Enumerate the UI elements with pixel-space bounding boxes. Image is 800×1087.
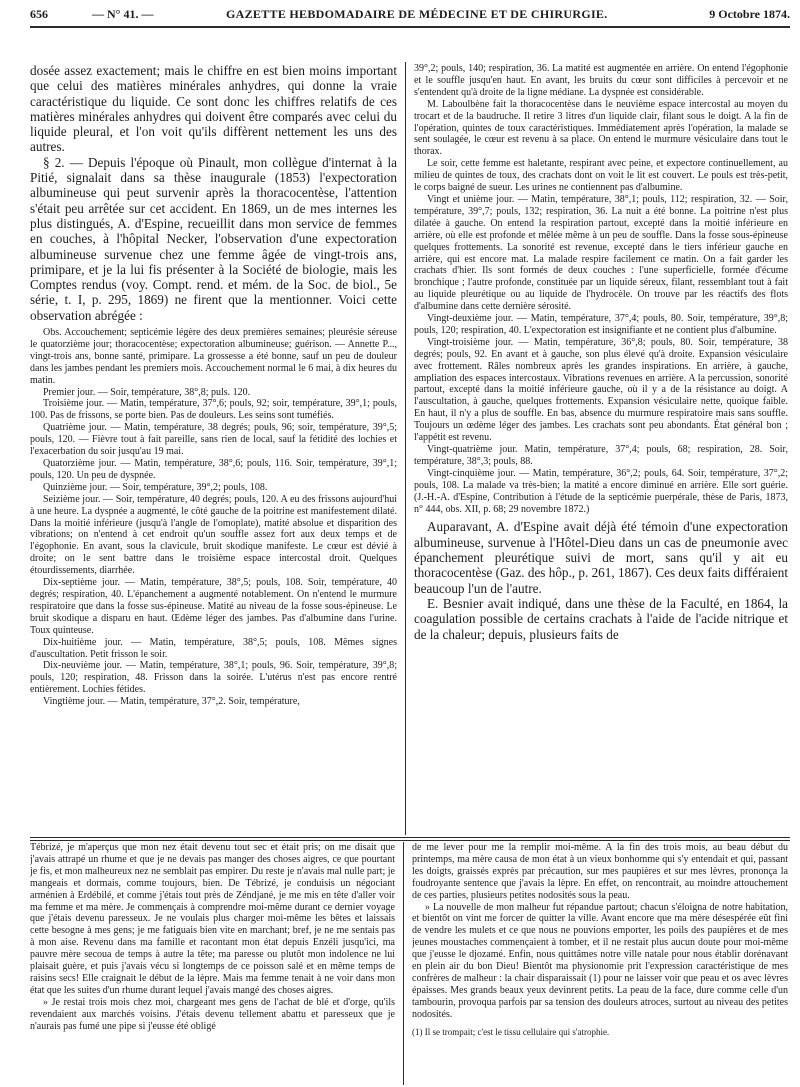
upper-column-divider (405, 62, 406, 835)
paragraph: Auparavant, A. d'Espine avait déjà été témoin d'une expectoration albumineuse, survenue à l'Hôtel-Dieu dans un cas de pneumonie avec épanchement pleurétique suivi de mort, sans qu'il y ait eu thoracocentèse (Gaz. des hôp., p. 261, 1867). Ces deux faits différaient beaucoup l'un de l'autre. (414, 519, 788, 596)
case-day-entry: Dix-neuvième jour. — Matin, température, 38°,1; pouls, 96. Soir, température, 39°,8; pouls, 120; respiration, 48. Frisson dans la soirée. L'utérus n'est pas encore rentré entièrement. Lochies fétides. (30, 660, 397, 696)
issue-date: 9 Octobre 1874. (709, 7, 790, 21)
case-day-entry: Vingtième jour. — Matin, température, 37°,2. Soir, température, (43, 696, 300, 708)
journal-title: GAZETTE HEBDOMADAIRE DE MÉDECINE ET DE CHIRURGIE. (226, 7, 608, 21)
upper-right-column (414, 63, 788, 835)
observation-heading: Obs. Accouchement; septicémie légère des deux premières semaines; pleurésie séreuse le quatorzième jour; thoracocentèse; expectoration albumineuse; guérison. — Annette P..., vingt-trois ans, bonne santé, primipare. La grossesse a été bonne, sauf un peu de douleur dans les jambes pendant les premiers mois. Accouchement normal le 6 mai, à dix heures du matin. (30, 327, 397, 386)
case-day-entry: Vingt-deuxième jour. — Matin, température, 37°,4; pouls, 80. Soir, température, 39°,8; pouls, 120; respiration, 40. L'expectoration est insignifiante et ne contient plus d'albumine. (414, 313, 788, 336)
page-header (30, 4, 790, 24)
case-day-entry: Vingt et unième jour. — Matin, température, 38°,1; pouls, 112; respiration, 32. — Soir, température, 39°,7; pouls, 132; respiration, 36. La nuit a été bonne. La poitrine n'est plus dilatée à gauche. On entend la respiration partout, excepté dans la moitié inférieure en arrière, où elle est profonde et mêlée même à un peu de souffle. Dans la fosse sous-épineuse quelques frottements. La sonorité est revenue, excepté dans le tiers inférieur gauche en arrière, qui est encore mat. La malade respire facilement ce matin. On a fait garder les crachats d'hier. Ils sont formés de deux couches : l'une superficielle, formée d'écume bronchique ; l'autre profonde, constituée par un liquide séreux, filant, ressemblant tout à fait au liquide pleurétique ou au liquide de l'hydrocèle. On trouve par les réactifs des flots d'albumine dans cette dernière sérosité. (414, 193, 788, 313)
story-paragraph: de me lever pour me la remplir moi-même. A la fin des trois mois, au beau début du printemps, ma mère causa de mon état à un vieux bonhomme qui s'y entendait et qui, passant les doigts, graissés exprès par précaution, sur mes paupières et sur mes lèvres, prononça la foudroyante sentence que j'avais la lèpre. En effet, on rencontrait, au moindre attouchement de ces parties, plusieurs petites nodosités sous la peau. (412, 842, 788, 901)
story-paragraph: » La nouvelle de mon malheur fut répandue partout; chacun s'éloigna de notre habitation, et bientôt on vint me forcer de quitter la ville. Avant encore que ma mère désespérée eût fini de vendre les mulets et ce que nous ne pouvions emporter, les poils des paupières et de mes jeunes moustaches commençaient à tomber, et il ne restait plus aucun doute pour moi-même que j'eusse le djozamé. Enfin, nous quittâmes notre ville natale pour nous établir dorénavant en plein air du bon Dieu! Bientôt ma physionomie prit l'expression caractéristique de mes confrères de malheur : la chair disparaissait (1) pour ne laisser voir que peau et os avec lèvres épaisses. Mes grands beaux yeux devinrent petits. La peau de la face, dure comme celle d'un tambourin, provoqua parfois par sa tension des douleurs atroces, surtout au niveau des petites nodosités. (412, 901, 788, 1020)
footnote: (1) Il se trompait; c'est le tissu cellulaire qui s'atrophie. (412, 1026, 610, 1037)
case-day-entry: 39°,2; pouls, 140; respiration, 36. La matité est augmentée en arrière. On entend l'égophonie et le souffle jusqu'en haut. En avant, les bruits du cœur sont difficiles à percevoir et ne s'entendent qu'à droite de la ligne médiane. La dyspnée est considérable. (414, 63, 788, 98)
section-divider-bottom (30, 840, 790, 841)
case-day-entry: Quinzième jour. — Soir, température, 39°,2; pouls, 108. (43, 481, 268, 493)
story-paragraph: » Je restai trois mois chez moi, chargeant mes gens de l'achat de blé et d'orge, qu'ils revendaient aux marchés voisins. J'étais devenu tellement abattu et paresseux que je n'aurais pas fumé une pipe si j'eusse été obligé (30, 996, 395, 1032)
case-day-entry: Vingt-cinquième jour. — Matin, température, 36°,2; pouls, 64. Soir, température, 37°,2; pouls, 108. La malade va très-bien; la matité a encore diminué en arrière. Elle sort guérie. (J.-H.-A. d'Espine, Contribution à l'étude de la septicémie puerpérale, thèse de Paris, 1873, n° 444, obs. XII, p. 68; 29 novembre 1872.) (414, 467, 788, 515)
lower-right-column (412, 842, 788, 1085)
case-day-entry: Dix-septième jour. — Matin, température, 38°,5; pouls, 108. Soir, température, 40 degrés; respiration, 40. L'épanchement a augmenté notablement. On n'entend le murmure respiratoire que dans la fosse sus-épineuse. Matité au niveau de la fosse sous-épineuse. Le bruit skodique a disparu en haut. Œdème léger des jambes. Pas d'albumine dans l'urine. Toux quinteuse. (30, 577, 397, 636)
paragraph: dosée assez exactement; mais le chiffre en est bien moins important que celui des matières minérales anhydres, qui donne la vraie caractéristique du liquide. Ce sont donc les chiffres relatifs de ces matières minérales anhydres qui doivent être comparés avec celui du liquide pleural, et l'on voit qu'ils diffèrent nettement les uns des autres. (30, 63, 397, 155)
page-number: 656 (30, 7, 48, 21)
case-day-entry: Dix-huitième jour. — Matin, température, 38°,5; pouls, 108. Mêmes signes d'auscultation. Petit frisson le soir. (30, 636, 397, 660)
paragraph: § 2. — Depuis l'époque où Pinault, mon collègue d'internat à la Pitié, signalait dans sa thèse inaugurale (1853) l'expectoration albumineuse qui peut survenir après la thoracocentèse, l'attention s'était peu arrêtée sur cet accident. En 1869, un de mes internes les plus distingués, A. d'Espine, recueillit dans mon service de femmes en couches, à l'hôpital Necker, l'observation d'une expectoration albumineuse survenue chez une femme âgée de vingt-trois ans, primipare, et je la lui fis présenter à la Société de biologie, mais les Comptes rendus (voy. Compt. rend. et mém. de la Soc. de biol., 5e série, t. I, p. 295, 1869) ne firent que la mentionner. Voici cette observation abrégée : (30, 154, 397, 323)
case-day-entry: Premier jour. — Soir, température, 38°,8; puls. 120. (43, 386, 251, 398)
case-day-entry: Le soir, cette femme est haletante, respirant avec peine, et expectore continuellement, au milieu de quintes de toux, des crachats dont on voit le lit est couvert. Le pouls est très-petit, le corps baigné de sueur. Les urines ne contiennent pas d'albumine. (414, 158, 788, 194)
section-divider-top (30, 837, 790, 838)
case-day-entry: Quatorzième jour. — Matin, température, 38°,6; pouls, 116. Soir, température, 39°,1; pouls, 120. Un peu de dyspnée. (30, 458, 397, 481)
case-day-entry: Quatrième jour. — Matin, température, 38 degrés; pouls, 96; soir, température, 39°,5; pouls, 120. — Fièvre tout à fait pareille, sans rien de local, sauf la fétidité des lochies et l'exacerbation du soir jusqu'au 19 mai. (30, 422, 397, 458)
case-day-entry: Seizième jour. — Soir, température, 40 degrés; pouls, 120. A eu des frissons aujourd'hui à une heure. La dyspnée a augmenté, le côté gauche de la poitrine est manifestement dilaté. Dans la moitié inférieure (jusqu'à l'angle de l'omoplate), matité absolue et disparition des vibrations; on n'entend à cet endroit qu'un souffle assez fort aux deux temps et de l'égophonie. En avant, sous la clavicule, bruit skodique manifeste. Le cœur est dévié à droite; on le sent battre dans le troisième espace intercostal droit. Quelques étourdissements, diarrhée. (30, 493, 397, 577)
header-rule (30, 26, 790, 28)
issue-number: — N° 41. — (92, 7, 154, 21)
case-day-entry: Troisième jour. — Matin, température, 37°,6; pouls, 92; soir, température, 39°,1; pouls, 100. Pas de frissons, se porte bien. Pas de douleurs. Les seins sont tuméfiés. (30, 398, 397, 422)
lower-left-column (30, 842, 395, 1085)
story-paragraph: Tébrizé, je m'aperçus que mon nez était devenu tout sec et était pris; on me disait que j'avais attrapé un rhume et que je ne devais pas manger des choses aigres, ce que pourtant je fis, et mon malheureux nez ne semblait pas empirer. Du reste je n'avais mal nulle part; je mangeais et dormais, comme toujours, bien. De Tébrizé, je conduisis un négociant arménien à Erdébilé, et comme j'étais tout près de Zéndjané, je me mis en tête d'aller voir ma femme et ma mère. Je commençais à comprendre moi-même durant ce dernier voyage que j'étais devenu paresseux. Je ne voulais plus charger moi-même les bêtes et laissais cette besogne à mes gens; je me fatiguais bien vite en marchant; bref, je ne me sentais pas à mon aise. Revenu dans ma famille et racontant mon état depuis Enzéli jusqu'ici, ma pauvre mère secoua de temps à autre la tête; ma paresse ou plutôt mon indolence ne lui plaisait guère, et puis j'avais vécu si longtemps de ce poisson salé et en même temps de raisins secs! Elle craignait le début de la lèpre. Mais ma femme tenait à ne voir dans mon état que les suites d'un rhume durant lequel j'avais mangé des choses aigres. (30, 842, 395, 996)
case-day-entry: Vingt-quatrième jour. Matin, température, 37°,4; pouls, 68; respiration, 28. Soir, température, 38°,3; pouls, 88. (414, 444, 788, 467)
case-day-entry: M. Laboulbène fait la thoracocentèse dans le neuvième espace intercostal au moyen du trocart et de la baudruche. Il retire 3 litres d'un liquide clair, filant sous le doigt. A la fin de l'opération, quintes de toux caractéristiques. Immédiatement après l'opération, la malade se sent soulagée, le cœur est revenu à sa place. On entend le murmure vésiculaire dans tout le thorax. (414, 98, 788, 158)
lower-column-divider (403, 842, 404, 1085)
upper-left-column (30, 63, 397, 835)
paragraph: E. Besnier avait indiqué, dans une thèse de la Faculté, en 1864, la coagulation possible de certains crachats à l'aide de l'acide nitrique et de la chaleur; depuis, plusieurs faits de (414, 595, 788, 642)
case-day-entry: Vingt-troisième jour. — Matin, température, 36°,8; pouls, 80. Soir, température, 38 degrés; pouls, 92. En avant et à gauche, son plus élevé qu'à droite. Expansion vésiculaire avec frottement. Râles nombreux après les grandes inspirations. En arrière, à gauche, ampliation des espaces intercostaux. Vibrations revenues en arrière. A la percussion, sonorité partout, excepté dans la moitié inférieure gauche, où il y a de la résistance au doigt. A l'auscultation, à gauche, quelques frottements. Expansion vésiculaire nette, quoique faible. En haut, il n'y a plus de souffle. En bas, absence du murmure respiratoire mais sans souffle. Toujours un œdème léger des jambes. Les crachats sont peu abondants. État général bon ; l'appétit est revenu. (414, 336, 788, 444)
